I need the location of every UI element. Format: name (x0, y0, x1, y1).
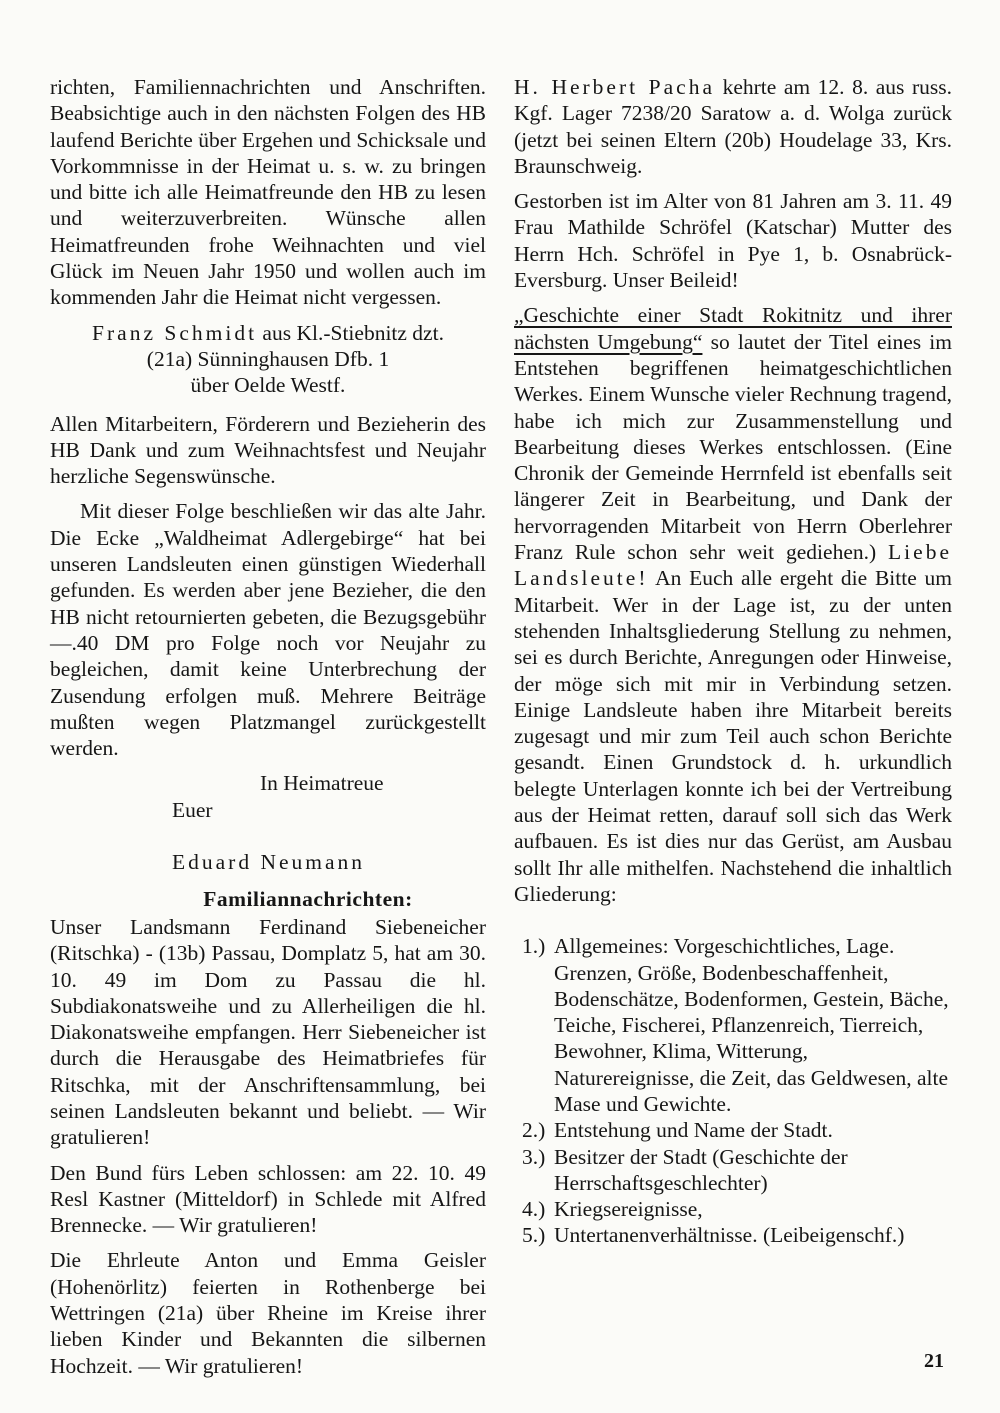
page-number: 21 (924, 1350, 944, 1372)
list-item: 5.) Untertanenverhältnisse. (Leibeigenschf.) (522, 1223, 905, 1248)
person-name: H. Herbert Pacha (514, 75, 715, 99)
paragraph: Allen Mitarbeitern, Förderern und Bezieherin des HB Dank und zum Weihnachtsfest und Neujahr herzliche Segenswünsche. (50, 411, 486, 489)
paragraph: Gestorben ist im Alter von 81 Jahren am 3. 11. 49 Frau Mathilde Schröfel (Katschar) Mutter des Herrn Hch. Schröfel in Pye 1, b. Osnabrück-Eversburg. Unser Beileid! (514, 189, 952, 293)
paragraph: Die Ehrleute Anton und Emma Geisler (Hohenörlitz) feierten in Rothenberge bei Wettringen (21a) über Rheine im Kreise ihrer lieben Kinder und Bekannten die silbernen Hochzeit. — Wir gratulieren! (50, 1248, 486, 1378)
section-heading: Familiannachrichten: (203, 886, 413, 911)
closing-block (50, 770, 486, 875)
paragraph: Den Bund fürs Leben schlossen: am 22. 10. 49 Resl Kastner (Mitteldorf) in Schlede mit Alfred Brennecke. — Wir gratulieren! (50, 1160, 486, 1238)
signature-line3: über Oelde Westf. (190, 373, 346, 398)
book-title: „Geschichte einer Stadt Rokitnitz und ihrer nächsten Umgebung“ (514, 303, 952, 354)
outline-list (514, 933, 952, 1249)
right-column (514, 74, 952, 1249)
left-column (50, 74, 486, 1388)
list-item: 2.) Entstehung und Name der Stadt. (522, 1118, 833, 1143)
signature-line2: (21a) Sünninghausen Dfb. 1 (146, 346, 390, 371)
paragraph: Mit dieser Folge beschließen wir das alte Jahr. Die Ecke „Waldheimat Adlergebirge“ hat bei unseren Landsleuten einen günstigen Wiederhall gefunden. Es werden aber jene Bezieher, die den HB nicht retournierten gebeten, die Bezugsgebühr —.40 DM pro Folge noch vor Neujahr zu begleichen, damit keine Unterbrechung der Zusendung erfolgen muß. Mehrere Beiträge mußten wegen Platzmangel zurückgestellt werden. (50, 499, 486, 761)
signature-name: Franz Schmidt (92, 320, 258, 345)
paragraph: H. Herbert Pacha kehrte am 12. 8. aus russ. Kgf. Lager 7238/20 Saratow a. d. Wolga zurück (jetzt bei seinen Eltern (20b) Houdelage 33, Krs. Braunschweig. (514, 75, 952, 178)
paragraph: richten, Familiennachrichten und Anschriften. Beabsichtige auch in den nächsten Folgen des HB laufend Berichte über Ergehen und Schicksale und Vorkommnisse in der Heimat u. s. w. zu bringen und bitte ich alle Heimatfreunde den HB zu lesen und weiterzuverbreiten. Wünsche allen Heimatfreunden frohe Weihnachten und viel Glück im Neuen Jahr 1950 und wollen auch im kommenden Jahr die Heimat nicht vergessen. (50, 75, 486, 310)
closing-name: Eduard Neumann (172, 850, 366, 875)
list-item: 4.) Kriegsereignisse, (522, 1197, 703, 1222)
signature-block (50, 320, 486, 399)
list-item: 3.) Besitzer der Stadt (Geschichte der Herrschaftsgeschlechter) (522, 1144, 848, 1195)
paragraph: Unser Landsmann Ferdinand Siebeneicher (Ritschka) - (13b) Passau, Domplatz 5, hat am 30. 10. 49 im Dom zu Passau die hl. Subdiakonatsweihe und zu Allerheiligen die hl. Diakonatsweihe empfangen. Herr Siebeneicher ist durch die Herausgabe des Heimatbriefes für Ritschka, mit der Anschriftensammlung, bei seinen Landsleuten bekannt und beliebt. — Wir gratulieren! (50, 914, 486, 1150)
salutation: Liebe Landsleute! (514, 540, 952, 591)
closing-greeting: In Heimatreue (260, 771, 384, 796)
closing-prefix: Euer (172, 797, 213, 822)
paragraph: „Geschichte einer Stadt Rokitnitz und ihrer nächsten Umgebung“ so lautet der Titel eines im Entstehen begriffenen heimatgeschichtlichen Werkes. Einem Wunsche vieler Rechnung tragend, habe ich mich zur Zusammenstellung und Bearbeitung dieses Werkes entschlossen. (Eine Chronik der Gemeinde Herrnfeld ist ebenfalls seit längerer Zeit in Bearbeitung, und Dank der hervorragenden Mitarbeit von Herrn Oberlehrer Franz Rule schon sehr weit gediehen.) Liebe Landsleute! An Euch alle ergeht die Bitte um Mitarbeit. Wer in der Lage ist, zu der unten stehenden Inhaltsgliederung Stellung zu nehmen, sei es durch Berichte, Anregungen oder Hinweise, der möge sich mit mir in Verbindung setzen. Einige Landsleute haben ihre Mitarbeit bereits zugesagt und mir zum Teil auch schon Berichte gesandt. Einen Grundstock d. h. urkundlich belegte Unterlagen konnte ich bei der Vertreibung aus der Heimat retten, darauf soll sich das Werk aufbauen. Es ist dies nur das Gerüst, am Ausbau sollt Ihr alle mithelfen. Nachstehend die inhaltlich Gliederung: (514, 303, 952, 906)
list-item: 1.) Allgemeines: Vorgeschichtliches, Lage. Grenzen, Größe, Bodenbeschaffenheit, Bodenschätze, Bodenformen, Gestein, Bäche, Teiche, Fischerei, Pflanzenreich, Tierreich, Bewohner, Klima, Witterung, Naturereignisse, die Zeit, das Geldwesen, alte Mase und Gewichte. (522, 934, 949, 1116)
signature-line1: aus Kl.-Stiebnitz dzt. (262, 320, 444, 345)
